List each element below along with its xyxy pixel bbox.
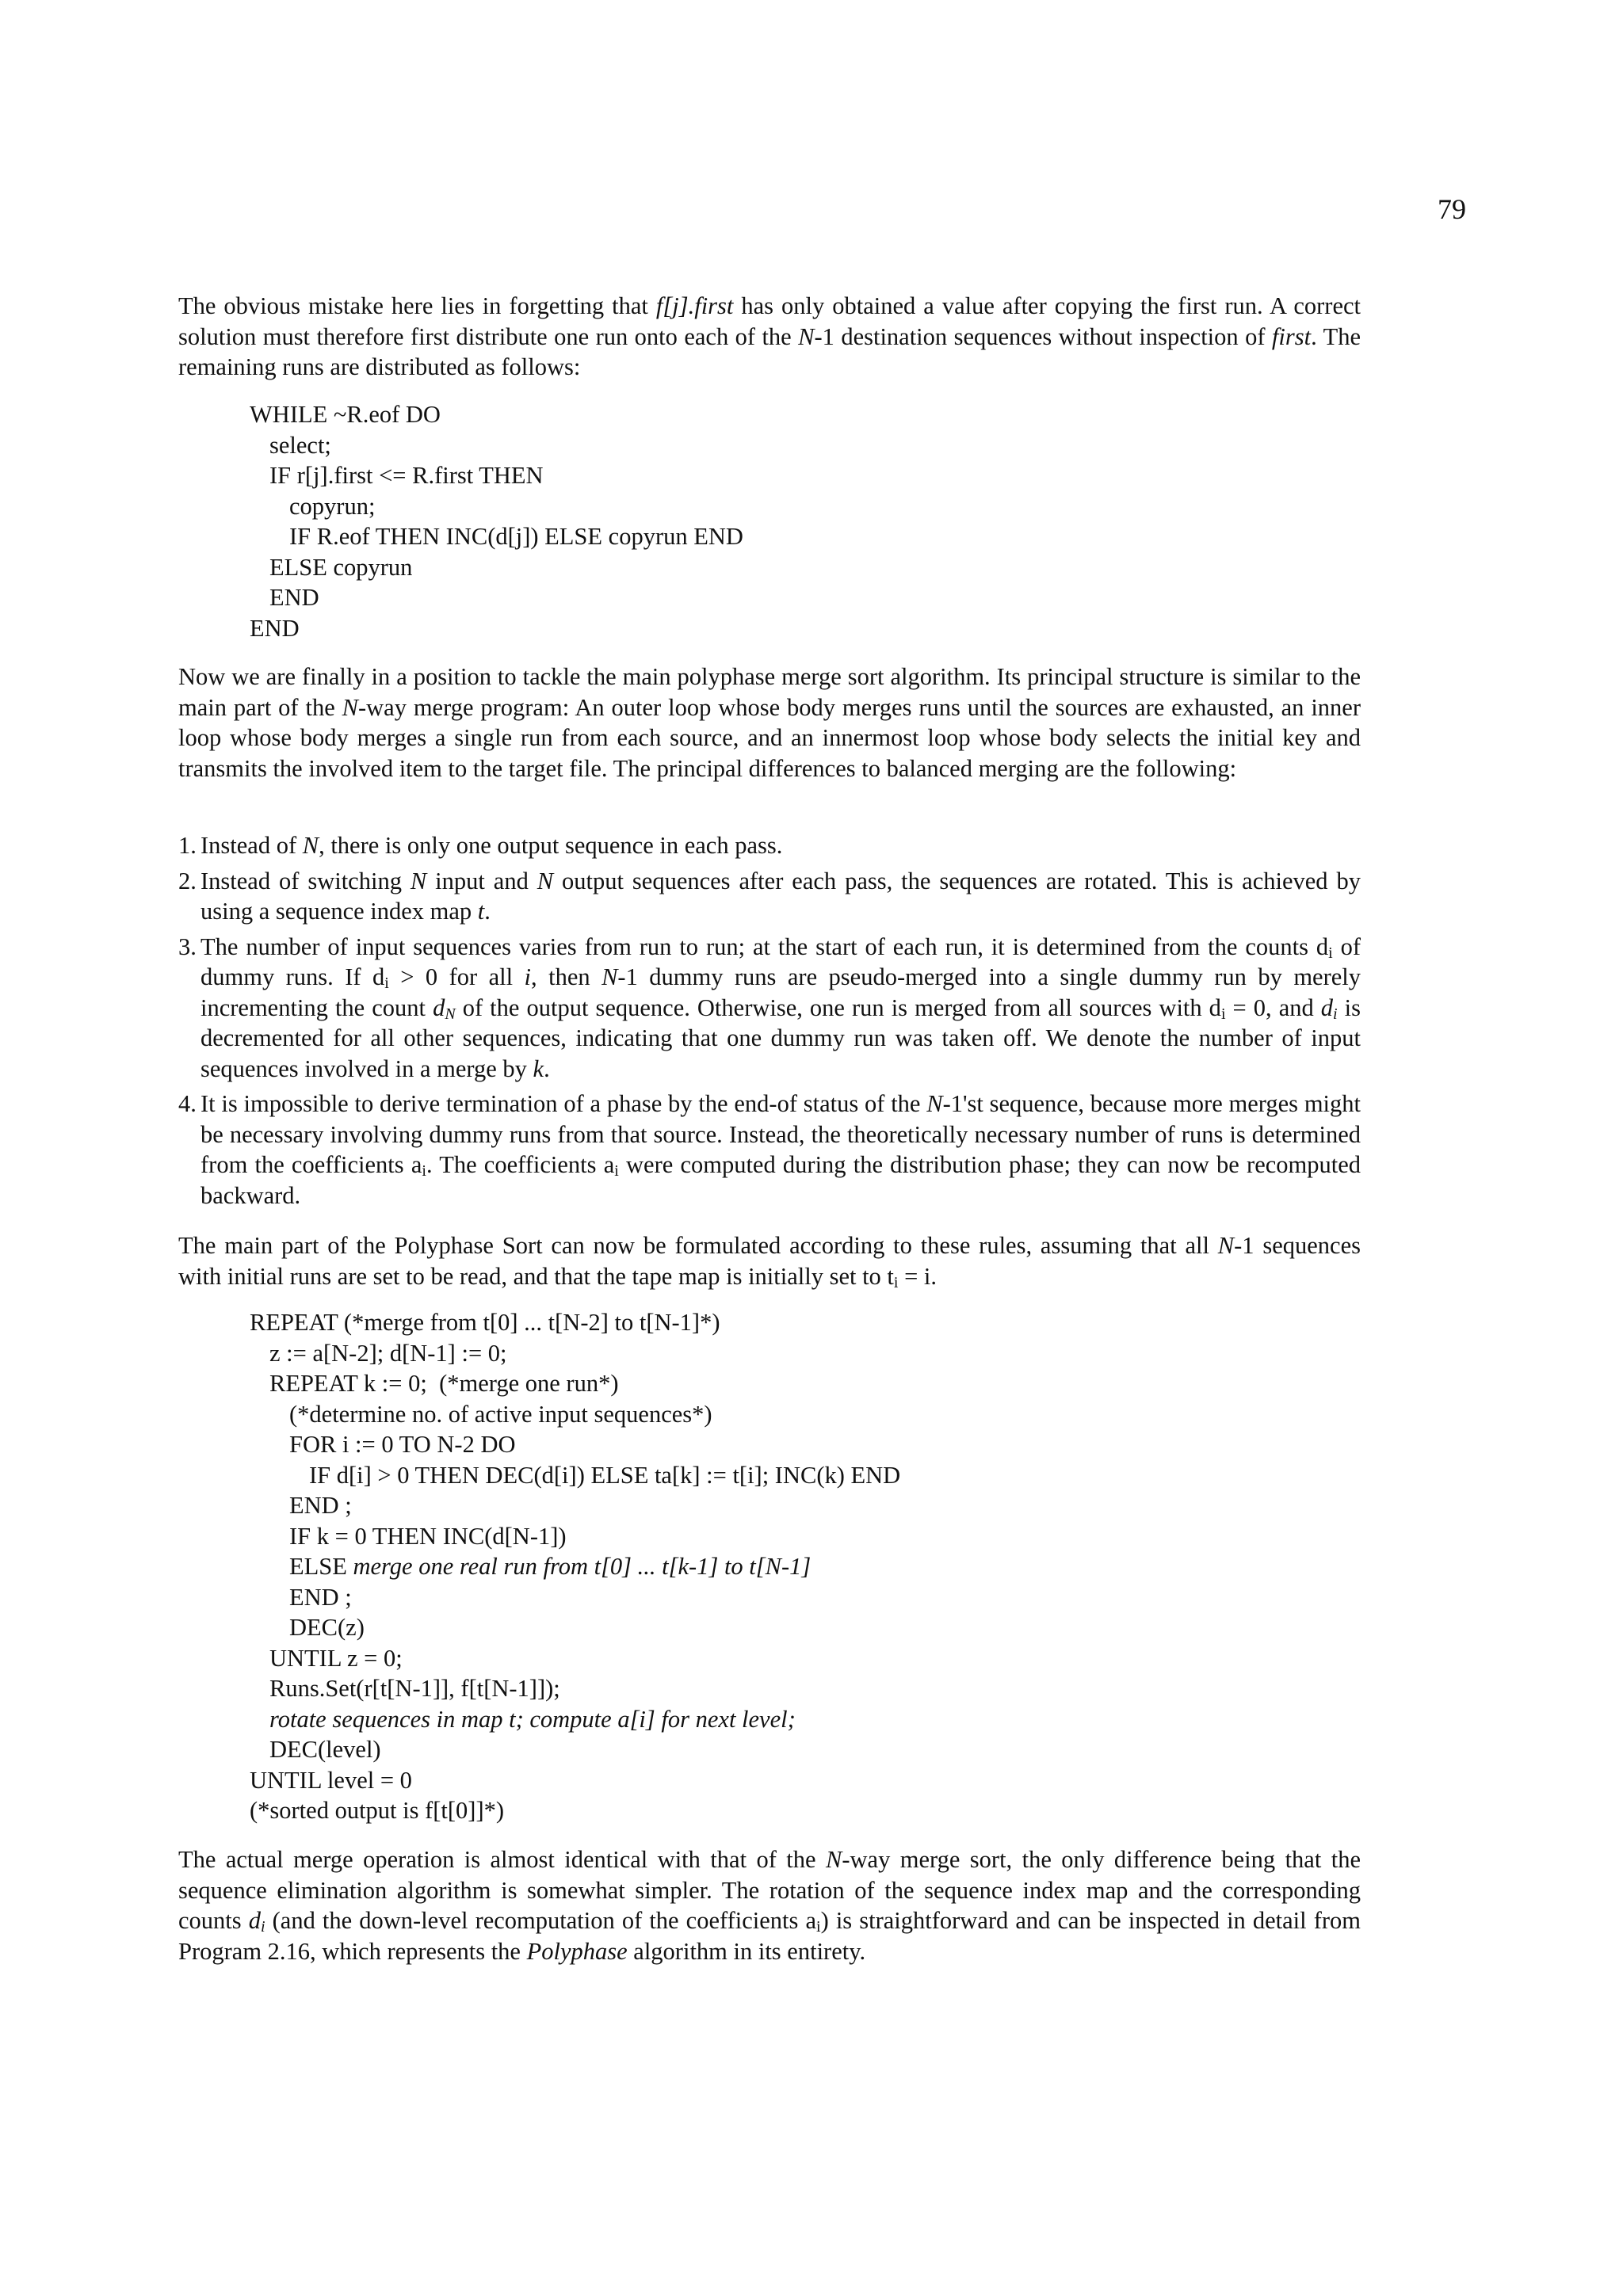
code-line [250,1551,900,1582]
subscript: i [384,974,389,992]
list-number: 1. [178,832,197,859]
code-line: END ; [289,1492,352,1519]
subscript: N [445,1005,456,1023]
italic-text: t [477,898,485,925]
code-line: IF R.eof THEN INC(d[j]) ELSE copyrun END [289,523,743,550]
italic-text: f[j].first [655,292,734,319]
text: -1'st sequence, because more merges might be necessary involving dummy runs from that source. Instead, the theoretically necessary number of runs is determined from the coefficients a [200,1090,1361,1178]
list-number: 3. [178,933,197,960]
italic-text: N [342,693,358,721]
italic-text: d [248,1907,261,1934]
italic-text: N [1217,1232,1235,1259]
text: were computed during the distribution phase; they can now be recomputed backward. [200,1151,1361,1209]
text: output sequences after each pass, the sequences are rotated. This is achieved by using a sequence index map [200,867,1361,925]
paragraph-main-part [178,1230,1361,1291]
code-line: UNTIL level = 0 [250,1766,412,1794]
code-line: REPEAT (*merge from t[0] ... t[N-2] to t[N-1]*) [250,1309,720,1336]
text: . The remaining runs are distributed as follows: [178,322,1361,380]
subscript: i [614,1162,619,1180]
text: ) is straightforward and can be inspected in detail from Program 2.16, which represents the [178,1907,1361,1965]
subscript: i [1220,1005,1226,1023]
text: It is impossible to derive termination of a phase by the end-of status of the [200,1090,927,1117]
list-item [178,932,1361,1085]
code-line: copyrun; [289,492,376,520]
italic-text: N [601,963,618,990]
text: -1 dummy runs are pseudo-merged into a single dummy run by merely incrementing the count [200,963,1361,1021]
code-line [250,1704,900,1735]
text: of dummy runs. If d [200,933,1361,990]
code-line: Runs.Set(r[t[N-1]], f[t[N-1]]); [269,1675,560,1702]
differences-list [178,830,1361,1215]
list-number: 2. [178,867,197,894]
text: = 0, and [1225,994,1321,1021]
code-line: END ; [289,1583,352,1611]
text: algorithm in its entirety. [627,1937,866,1965]
page-number: 79 [1438,193,1466,225]
list-item [178,866,1361,927]
code-line: DEC(level) [269,1736,381,1763]
text: input and [426,867,537,894]
italic-text: N [537,867,554,894]
subscript: i [260,1918,265,1936]
code-line: END [250,614,300,642]
text: has only obtained a value after copying the first run. A correct solution must therefore first distribute one run onto each of the [178,292,1361,350]
text: , then [531,963,602,990]
text: Now we are finally in a position to tackle the main polyphase merge sort algorithm. Its principal structure is similar to the main part of the [178,663,1361,721]
subscript: i [1333,1005,1338,1023]
code-line: WHILE ~R.eof DO [250,401,441,428]
italic-text: N [302,832,319,859]
text: of the output sequence. Otherwise, one run is merged from all sources with d [455,994,1221,1021]
text: Instead of switching [200,867,411,894]
code-line: UNTIL z = 0; [269,1644,403,1672]
text: Instead of [200,832,303,859]
list-item [178,1089,1361,1211]
italic-text: N [826,1846,842,1873]
text: = i. [898,1262,938,1290]
code-line: FOR i := 0 TO N-2 DO [289,1431,516,1458]
text: -way merge sort, the only difference being that the sequence elimination algorithm is somewhat simpler. The rotation of the sequence index map and the corresponding counts [178,1846,1361,1934]
paragraph-merge-operation [178,1844,1361,1966]
text: > 0 for all [388,963,525,990]
text: (and the down-level recomputation of the coefficients a [265,1907,817,1934]
italic-text: N [410,867,427,894]
text: -way merge program: An outer loop whose body merges runs until the sources are exhausted, an inner loop whose body merges a single run from each source, and an innermost loop whose body selects the initial key and transmits the involved item to the target file. The principal differences to balanced merging are the following: [178,693,1361,782]
text: . The coefficients a [426,1151,615,1178]
text: . [544,1055,550,1082]
text: The actual merge operation is almost identical with that of the [178,1846,826,1873]
italic-text: d [1320,994,1334,1021]
subscript: i [422,1162,426,1180]
subscript: i [1328,944,1333,962]
text: , there is only one output sequence in each pass. [319,832,783,859]
italic-text: N [926,1090,943,1117]
code-block-polyphase [250,1307,900,1826]
code-line: IF r[j].first <= R.first THEN [269,462,544,489]
italic-text: i [524,963,532,990]
code-block-distribute [250,399,743,643]
text: -1 sequences with initial runs are set to be read, and that the tape map is initially set to t [178,1232,1361,1290]
code-line: ELSE copyrun [269,553,413,581]
code-text: ELSE [289,1553,353,1580]
italic-code-text: rotate sequences in map t; compute a[i] for next level; [269,1705,796,1733]
code-line: END [269,584,319,611]
italic-code-text: merge one real run from t[0] ... t[k-1] to t[N-1] [353,1553,812,1580]
italic-text: Polyphase [526,1937,628,1965]
code-line: z := a[N-2]; d[N-1] := 0; [269,1339,507,1367]
italic-text: N [798,322,815,350]
text: . [484,898,491,925]
list-number: 4. [178,1090,197,1117]
paragraph-polyphase-structure [178,662,1361,784]
code-line: (*sorted output is f[t[0]]*) [250,1797,505,1824]
code-line: (*determine no. of active input sequences*) [289,1400,712,1428]
text: The number of input sequences varies from run to run; at the start of each run, it is determined from the counts d [200,933,1329,960]
code-line: select; [269,431,331,459]
paragraph-intro [178,291,1361,383]
italic-text: k [533,1055,544,1082]
code-line: DEC(z) [289,1614,365,1641]
text: is decremented for all other sequences, indicating that one dummy run was taken off. We denote the number of input sequences involved in a merge by [200,994,1361,1082]
italic-text: first [1271,322,1312,350]
code-line: IF d[i] > 0 THEN DEC(d[i]) ELSE ta[k] := t[i]; INC(k) END [309,1461,901,1489]
text: The obvious mistake here lies in forgetting that [178,292,656,319]
subscript: i [816,1918,821,1936]
list-item [178,830,1361,861]
text: The main part of the Polyphase Sort can now be formulated according to these rules, assuming that all [178,1232,1218,1259]
code-line: REPEAT k := 0; (*merge one run*) [269,1370,619,1397]
code-line: IF k = 0 THEN INC(d[N-1]) [289,1522,567,1550]
subscript: i [893,1273,899,1291]
italic-text: d [433,994,445,1021]
text: -1 destination sequences without inspection of [814,322,1272,350]
